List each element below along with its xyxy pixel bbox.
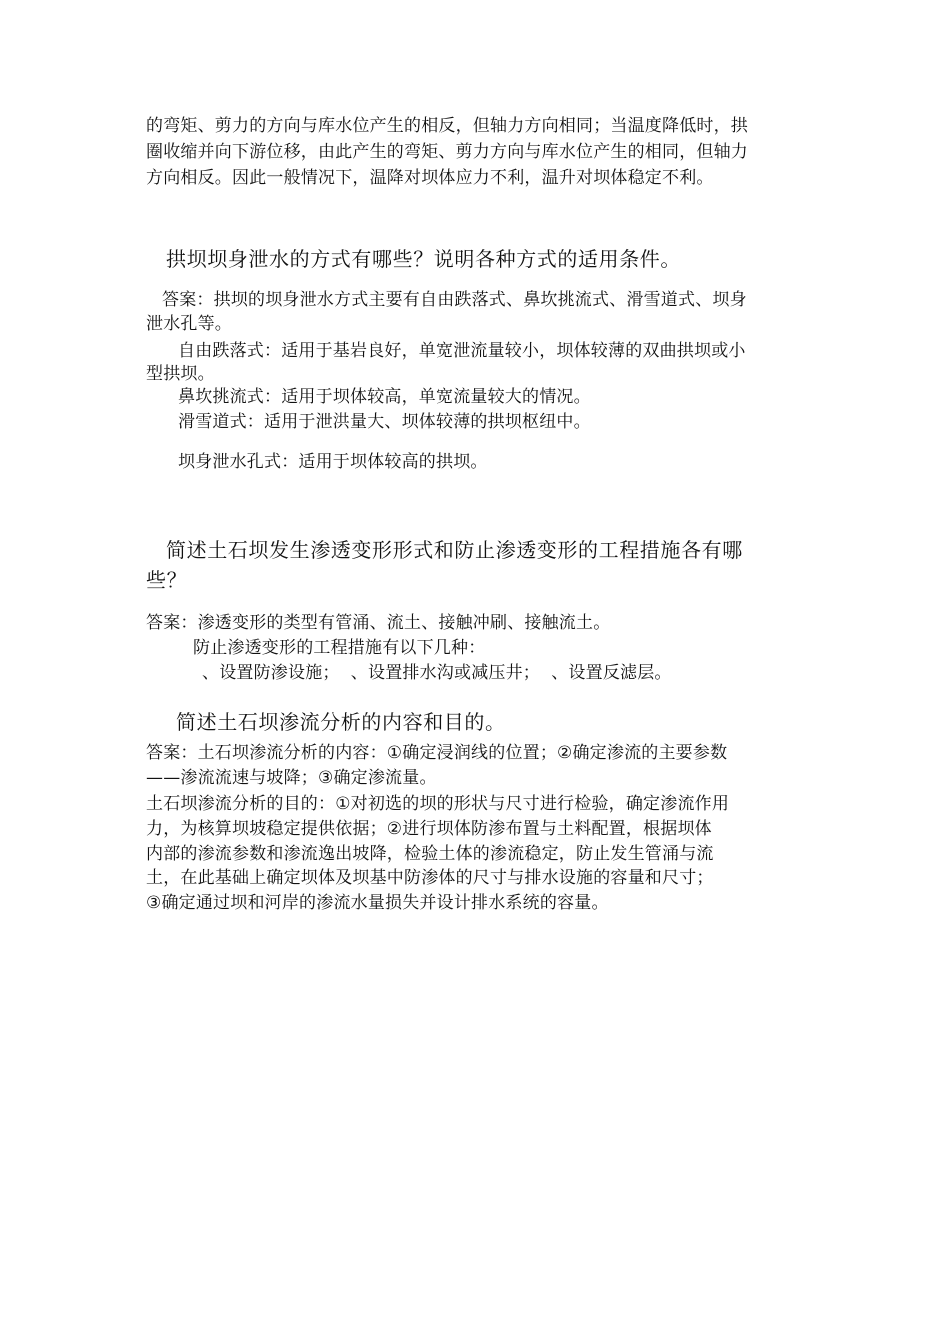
answer-line: 鼻坎挑流式：适用于坝体较高，单宽流量较大的情况。 <box>178 387 591 407</box>
question-heading: 简述土石坝渗流分析的内容和目的。 <box>176 710 506 734</box>
answer-line: 内部的渗流参数和渗流逸出坡降，检验土体的渗流稳定，防止发生管涌与流 <box>146 844 714 864</box>
answer-line: 答案：拱坝的坝身泄水方式主要有自由跌落式、鼻坎挑流式、滑雪道式、坝身 <box>162 290 747 310</box>
paragraph-line: 的弯矩、剪力的方向与库水位产生的相反，但轴力方向相同；当温度降低时，拱 <box>146 116 748 136</box>
paragraph-line: 圈收缩并向下游位移，由此产生的弯矩、剪力方向与库水位产生的相同，但轴力 <box>146 142 748 162</box>
answer-line: 土，在此基础上确定坝体及坝基中防渗体的尺寸与排水设施的容量和尺寸； <box>146 868 714 888</box>
answer-line: 、设置防渗设施； 、设置排水沟或减压井； 、设置反滤层。 <box>202 663 672 683</box>
answer-line: 答案：土石坝渗流分析的内容：①确定浸润线的位置；②确定渗流的主要参数 <box>146 743 728 763</box>
answer-line: 滑雪道式：适用于泄洪量大、坝体较薄的拱坝枢纽中。 <box>178 412 591 432</box>
answer-line: 力，为核算坝坡稳定提供依据；②进行坝体防渗布置与土料配置，根据坝体 <box>146 819 712 839</box>
answer-line: 防止渗透变形的工程措施有以下几种： <box>193 638 486 658</box>
answer-line: ——渗流流速与坡降；③确定渗流量。 <box>146 768 437 788</box>
paragraph-line: 方向相反。因此一般情况下，温降对坝体应力不利，温升对坝体稳定不利。 <box>146 168 714 188</box>
answer-line: 土石坝渗流分析的目的：①对初选的坝的形状与尺寸进行检验，确定渗流作用 <box>146 794 730 814</box>
answer-line: 答案：渗透变形的类型有管涌、流土、接触冲刷、接触流土。 <box>146 613 611 633</box>
answer-line: 泄水孔等。 <box>146 314 232 334</box>
question-heading: 简述土石坝发生渗透变形形式和防止渗透变形的工程措施各有哪 <box>166 538 743 562</box>
question-heading-continued: 些？ <box>146 568 188 592</box>
question-heading: 拱坝坝身泄水的方式有哪些？说明各种方式的适用条件。 <box>166 247 681 271</box>
answer-line: 坝身泄水孔式：适用于坝体较高的拱坝。 <box>178 452 488 472</box>
answer-line: 自由跌落式：适用于基岩良好，单宽泄流量较小，坝体较薄的双曲拱坝或小 <box>178 341 746 361</box>
answer-line: ③确定通过坝和河岸的渗流水量损失并设计排水系统的容量。 <box>146 893 609 913</box>
answer-line: 型拱坝。 <box>146 364 215 384</box>
